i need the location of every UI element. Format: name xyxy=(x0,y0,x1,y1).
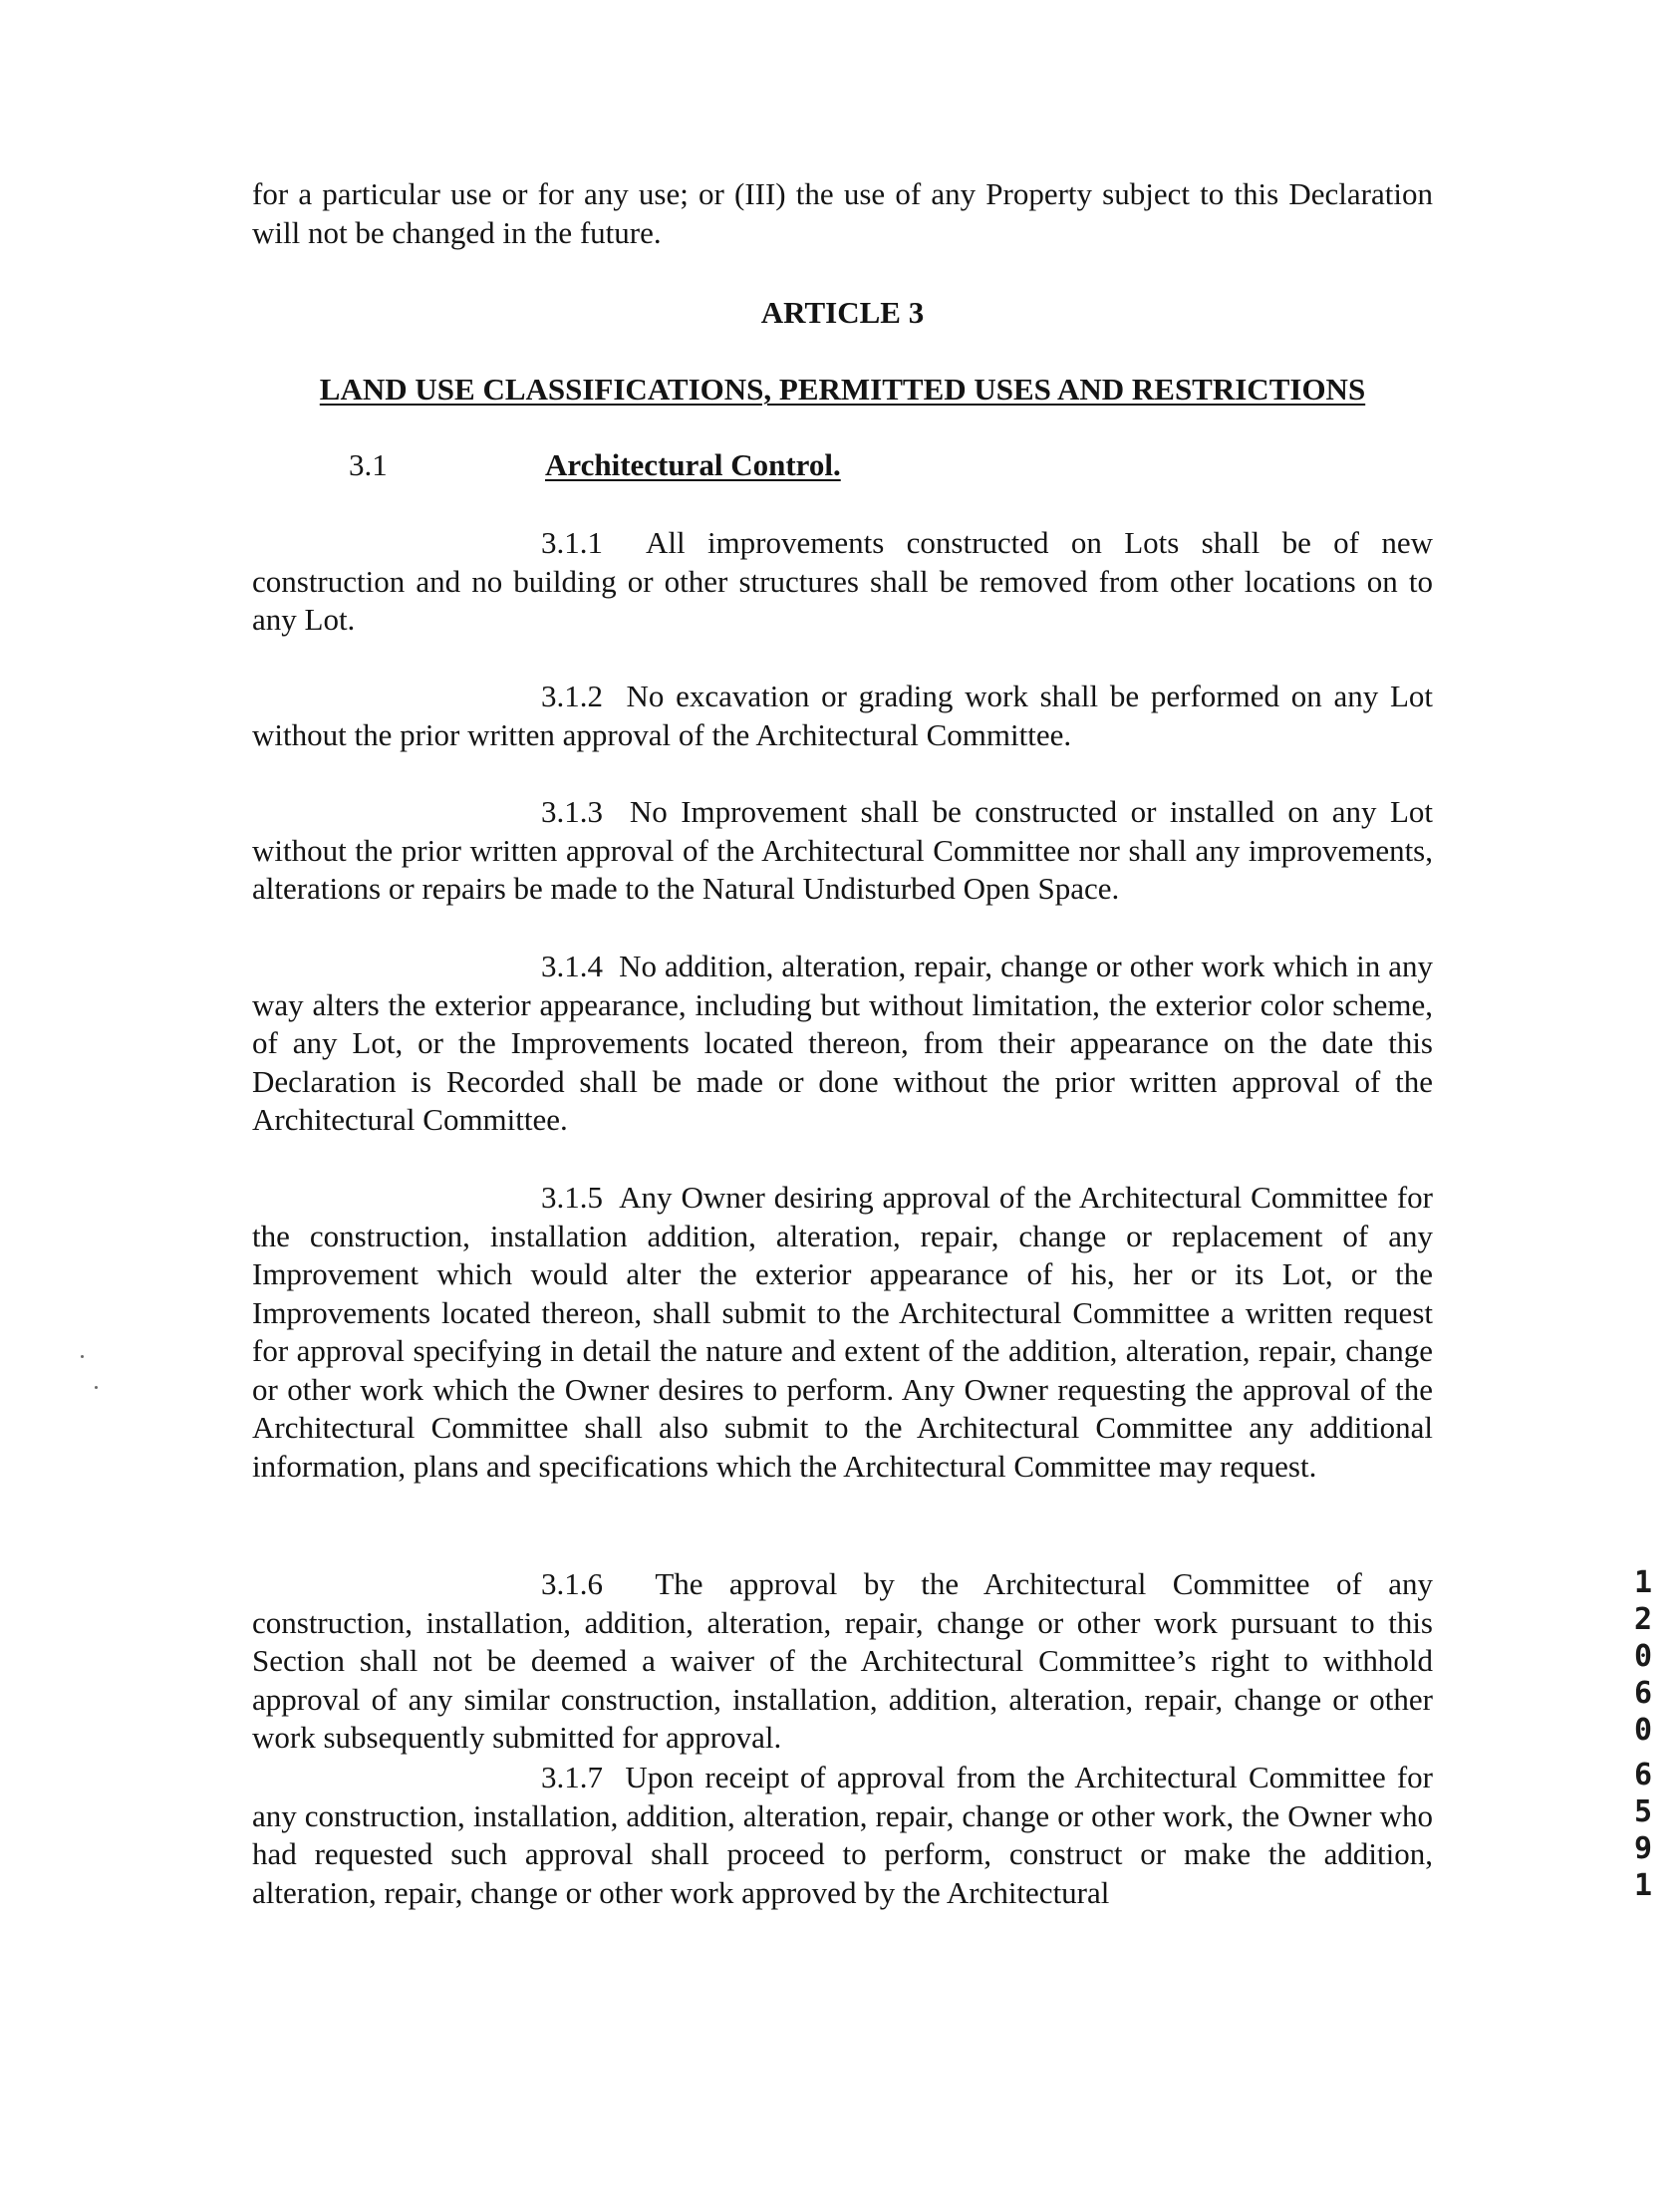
paragraph-number: 3.1.3 xyxy=(541,794,603,829)
stamp-digit: 9 xyxy=(1633,1831,1653,1866)
stamp-digit: 1 xyxy=(1633,1565,1653,1600)
paragraph-text: The approval by the Architectural Committee of any construction, installation, addition, alteration, repair, change or other work pursuant to this Section shall not be deemed a waiver of the Architectural Committee’s right to withhold approval of any similar construction, installation, addition, alteration, repair, change or other work subsequently submitted for approval. xyxy=(252,1566,1433,1755)
paragraph-text: No addition, alteration, repair, change or other work which in any way alters the exterior appearance, including but without limitation, the exterior color scheme, of any Lot, or the Improvements located thereon, from their appearance on the date this Declaration is Recorded shall be made or done without the prior written approval of the Architectural Committee. xyxy=(252,949,1433,1137)
paragraph-3-1-5 xyxy=(252,1179,1433,1486)
paragraph-number: 3.1.4 xyxy=(541,949,603,983)
paragraph-number: 3.1.1 xyxy=(541,525,603,560)
paragraph-text: All improvements constructed on Lots shall be of new construction and no building or other structures shall be removed from other locations on to any Lot. xyxy=(252,525,1433,637)
paragraph-text: Any Owner desiring approval of the Architectural Committee for the construction, installation addition, alteration, repair, change or replacement of any Improvement which would alter the exterior appearance of his, her or its Lot, or the Improvements located thereon, shall submit to the Architectural Committee a written request for approval specifying in detail the nature and extent of the addition, alteration, repair, change or other work which the Owner desires to perform. Any Owner requesting the approval of the Architectural Committee shall also submit to the Architectural Committee any additional information, plans and specifications which the Architectural Committee may request. xyxy=(252,1180,1433,1484)
scan-speck xyxy=(95,1386,98,1389)
intro-paragraph xyxy=(252,175,1433,252)
scan-speck xyxy=(81,1355,84,1358)
stamp-digit: 0 xyxy=(1633,1713,1653,1748)
paragraph-text: No excavation or grading work shall be performed on any Lot without the prior written approval of the Architectural Committee. xyxy=(252,679,1433,752)
article-heading xyxy=(252,294,1433,333)
paragraph-3-1-6 xyxy=(252,1565,1433,1758)
stamp-digit: 0 xyxy=(1633,1639,1653,1674)
article-heading-text: ARTICLE 3 xyxy=(760,295,925,330)
stamp-digit: 6 xyxy=(1633,1758,1653,1792)
section-title: Architectural Control. xyxy=(545,447,841,482)
paragraph-3-1-2 xyxy=(252,678,1433,754)
section-number: 3.1 xyxy=(349,447,388,482)
paragraph-number: 3.1.2 xyxy=(541,679,603,713)
paragraph-3-1-3 xyxy=(252,793,1433,909)
margin-stamp-lower xyxy=(1630,1757,1656,1904)
paragraph-text: No Improvement shall be constructed or installed on any Lot without the prior written approval of the Architectural Committee nor shall any improvements, alterations or repairs be made to the Natural Undisturbed Open Space. xyxy=(252,794,1434,906)
paragraph-3-1-1 xyxy=(252,524,1433,640)
margin-stamp-upper xyxy=(1630,1564,1656,1749)
paragraph-number: 3.1.6 xyxy=(541,1566,603,1601)
article-title xyxy=(252,371,1433,410)
paragraph-number: 3.1.5 xyxy=(541,1180,603,1215)
article-title-text: LAND USE CLASSIFICATIONS, PERMITTED USES AND RESTRICTIONS xyxy=(319,372,1366,407)
paragraph-number: 3.1.7 xyxy=(541,1760,603,1794)
stamp-digit: 6 xyxy=(1633,1676,1653,1711)
paragraph-text: Upon receipt of approval from the Architectural Committee for any construction, installation, addition, alteration, repair, change or other work, the Owner who had requested such approval shall proceed to perform, construct or make the addition, alteration, repair, change or other work approved by the Architectural xyxy=(252,1760,1434,1910)
stamp-digit: 1 xyxy=(1633,1868,1653,1903)
intro-text: for a particular use or for any use; or (III) the use of any Property subject to this Declaration will not be changed in the future. xyxy=(252,176,1433,250)
stamp-digit: 5 xyxy=(1633,1794,1653,1829)
paragraph-3-1-4 xyxy=(252,948,1433,1140)
stamp-digit: 2 xyxy=(1633,1602,1653,1637)
paragraph-3-1-7 xyxy=(252,1759,1433,1912)
